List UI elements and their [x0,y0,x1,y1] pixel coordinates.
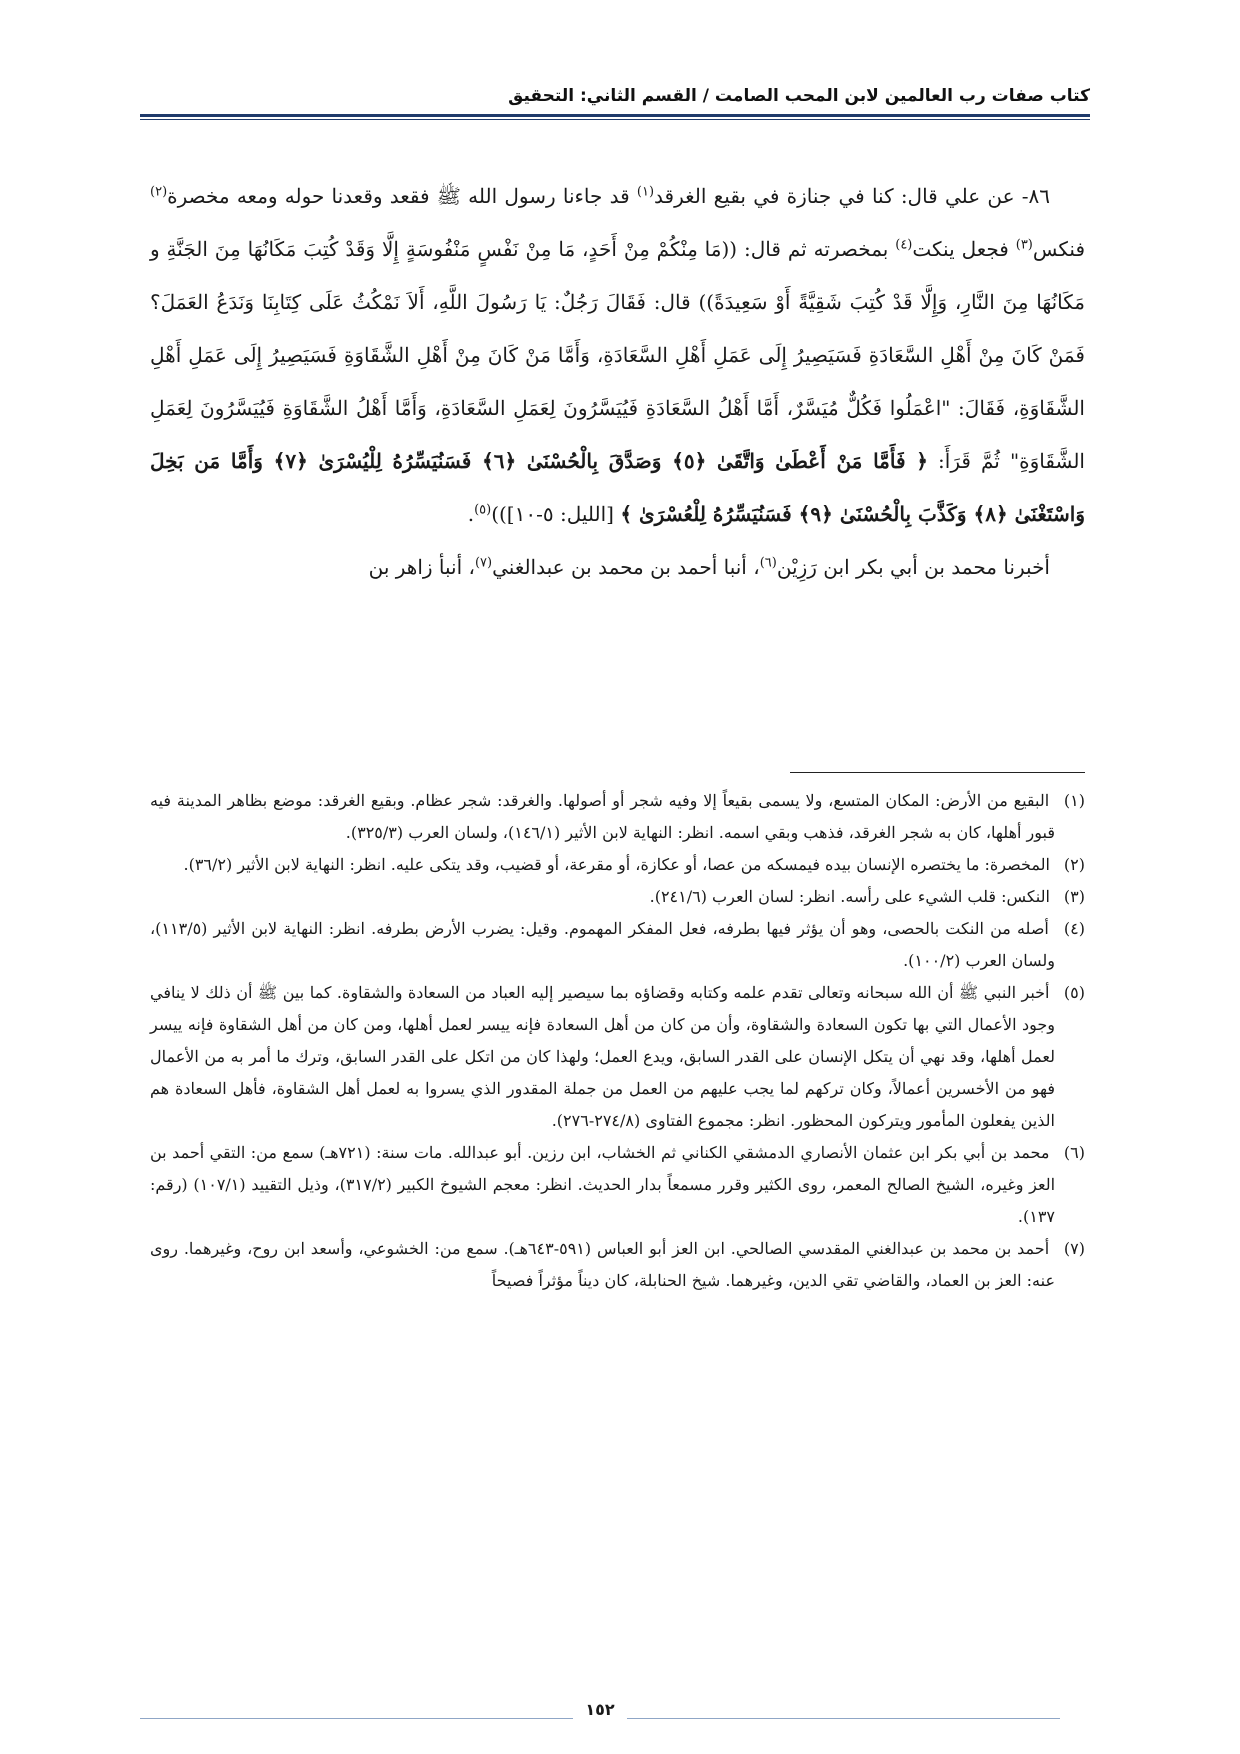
page-number: ١٥٢ [573,1700,626,1719]
footnote-ref: (٤) [895,237,913,253]
header-rule-thin [140,119,1090,120]
header-rule [140,114,1090,117]
text-run: فنكس [1032,237,1086,261]
footnote-number: (١) [1063,791,1086,810]
text-run: أخبرنا محمد بن أبي بكر ابن رَزِيْن [776,555,1050,579]
footnote-ref: (٦) [759,555,777,571]
footnotes [150,785,1085,1297]
running-header [140,72,1090,122]
text-run: ، أنبأ زاهر بن [368,555,475,579]
footnote [150,1233,1085,1297]
footnote [150,1137,1085,1233]
text-run: [الليل: ٥-١٠])) [491,502,621,526]
footnote [150,977,1085,1137]
footnote-number: (٢) [1063,855,1085,874]
footnote-number: (٤) [1063,919,1085,938]
footnote [150,881,1085,913]
footnote-text: أخبر النبي ﷺ أن الله سبحانه وتعالى تقدم علمه وكتابه وقضاؤه بما سيصير إليه العباد من السعادة والشقاوة. كما بين ﷺ أن ذلك لا ينافي وجود الأعمال التي بها تكون السعادة والشقاوة، وأن من كان من أهل السعادة فإنه ييسر لعمل أهلها، ومن كان من أهل الشقاوة فإنه ييسر لعمل أهلها، وقد نهي أن يتكل الإنسان على القدر السابق، ويدع العمل؛ ولهذا كان من اتكل على القدر السابق، وترك ما أمر به من الأعمال فهو من الأخسرين أعمالاً، وكان تركهم لما يجب عليهم من العمل من جملة المقدور الذي يسروا به لعمل أهل الشقاوة، فأهل السعادة هم الذين يفعلون المأمور ويتركون المحظور. انظر: مجموع الفتاوى (٢٧٤/٨-٢٧٦). [150,983,1055,1130]
text-run: بمخصرته ثم قال: ((مَا مِنْكُمْ مِنْ أَحَدٍ، مَا مِنْ نَفْسٍ مَنْفُوسَةٍ إِلَّا وَقَدْ كُتِبَ مَكَانُهَا مِنَ الجَنَّةِ و مَكَانُهَا مِنَ النَّارِ، وَإِلَّا قَدْ كُتِبَ شَقِيَّةً أَوْ سَعِيدَةً)) قال: فَقَالَ رَجُلٌ: يَا رَسُولَ اللَّهِ، أَلاَ نَمْكُثُ عَلَى كِتَابِنَا وَنَدَعُ العَمَلَ؟ فَمَنْ كَانَ مِنْ أَهْلِ السَّعَادَةِ فَسَيَصِيرُ إِلَى عَمَلِ أَهْلِ السَّعَادَةِ، وَأَمَّا مَنْ كَانَ مِنْ أَهْلِ الشَّقَاوَةِ فَسَيَصِيرُ إِلَى عَمَلِ أَهْلِ الشَّقَاوَةِ، فَقَالَ: "اعْمَلُوا فَكُلٌّ مُيَسَّرٌ، أَمَّا أَهْلُ السَّعَادَةِ فَيُيَسَّرُونَ لِعَمَلِ السَّعَادَةِ، وَأَمَّا أَهْلُ الشَّقَاوَةِ فَيُيَسَّرُونَ لِعَمَلِ الشَّقَاوَةِ" ثُمَّ قَرَأَ: [150,237,1085,473]
footnote-separator [790,772,1085,773]
text-run: فجعل ينكت [912,237,1016,261]
footnote-ref: (٧) [474,555,493,571]
isnad-paragraph [150,541,1085,594]
footnote-ref: (٢) [150,184,168,200]
text-run: قد جاءنا رسول الله ﷺ فقعد وقعدنا حوله ومعه مخصرة [167,184,637,208]
footnote-text: أحمد بن محمد بن عبدالغني المقدسي الصالحي. ابن العز أبو العباس (٥٩١-٦٤٣هـ). سمع من: الخشوعي، وأسعد ابن روح، وغيرهما. روى عنه: العز بن العماد، والقاضي تقي الدين، وغيرهما. شيخ الحنابلة، كان ديناً مؤثراً فصيحاً [150,1239,1055,1290]
footnote-number: (٧) [1063,1239,1085,1258]
footnote-number: (٣) [1063,887,1085,906]
footnote-text: المخصرة: ما يختصره الإنسان بيده فيمسكه من عصا، أو عكازة، أو مقرعة، أو قضيب، وقد يتكى عليه. انظر: النهاية لابن الأثير (٣٦/٢). [183,855,1050,874]
footnote-ref: (١) [636,184,655,200]
footnote-text: محمد بن أبي بكر ابن عثمان الأنصاري الدمشقي الكناني ثم الخشاب، ابن رزين. أبو عبدالله. مات سنة: (٧٢١هـ) سمع من: التقي أحمد بن العز وغيره، الشيخ الصالح المعمر، روى الكثير وقرر مسمعاً بدار الحديث. انظر: معجم الشيوخ الكبير (٣١٧/٢)، وذيل التقييد (١٠٧/١) (رقم: ١٣٧). [150,1143,1056,1226]
footnote-text: البقيع من الأرض: المكان المتسع، ولا يسمى بقيعاً إلا وفيه شجر أو أصولها. والغرقد: شجر عظام. وبقيع الغرقد: موضع بظاهر المدينة فيه قبور أهلها، كان به شجر الغرقد، فذهب وبقي اسمه. انظر: النهاية لابن الأثير (١٤٦/١)، ولسان العرب (٣٢٥/٣). [150,791,1055,842]
footnote-ref: (٣) [1015,237,1033,253]
page-number-container [0,1700,1200,1719]
text-run: ، أنبا أحمد بن محمد بن عبدالغني [492,555,760,579]
footnote-text: أصله من النكت بالحصى، وهو أن يؤثر فيها بطرفه، فعل المفكر المهموم. وقيل: يضرب الأرض بطرفه. انظر: النهاية لابن الأثير (١١٣/٥)، ولسان العرب (١٠٠/٢). [150,919,1055,970]
main-text [150,170,1085,594]
footnote-ref: (٥) [474,502,492,518]
footnote-number: (٥) [1063,983,1085,1002]
footnote [150,849,1085,881]
footnote [150,913,1085,977]
footnote-text: النكس: قلب الشيء على رأسه. انظر: لسان العرب (٢٤١/٦). [649,887,1050,906]
footnote [150,785,1085,849]
text-run: ٨٦- عن علي قال: كنا في جنازة في بقيع الغرقد [654,184,1051,208]
footnote-number: (٦) [1063,1143,1086,1162]
hadith-paragraph [150,170,1085,541]
text-run: . [467,502,475,526]
header-title: كتاب صفات رب العالمين لابن المحب الصامت / القسم الثاني: التحقيق [508,86,1090,106]
quran-verses: ﴿ فَأَمَّا مَنْ أَعْطَىٰ وَاتَّقَىٰ ﴿٥﴾ وَصَدَّقَ بِالْحُسْنَىٰ ﴿٦﴾ فَسَنُيَسِّرُهُ لِلْيُسْرَىٰ ﴿٧﴾ وَأَمَّا مَن بَخِلَ وَاسْتَغْنَىٰ ﴿٨﴾ وَكَذَّبَ بِالْحُسْنَىٰ ﴿٩﴾ فَسَنُيَسِّرُهُ لِلْعُسْرَىٰ ﴾ [150,449,1085,526]
